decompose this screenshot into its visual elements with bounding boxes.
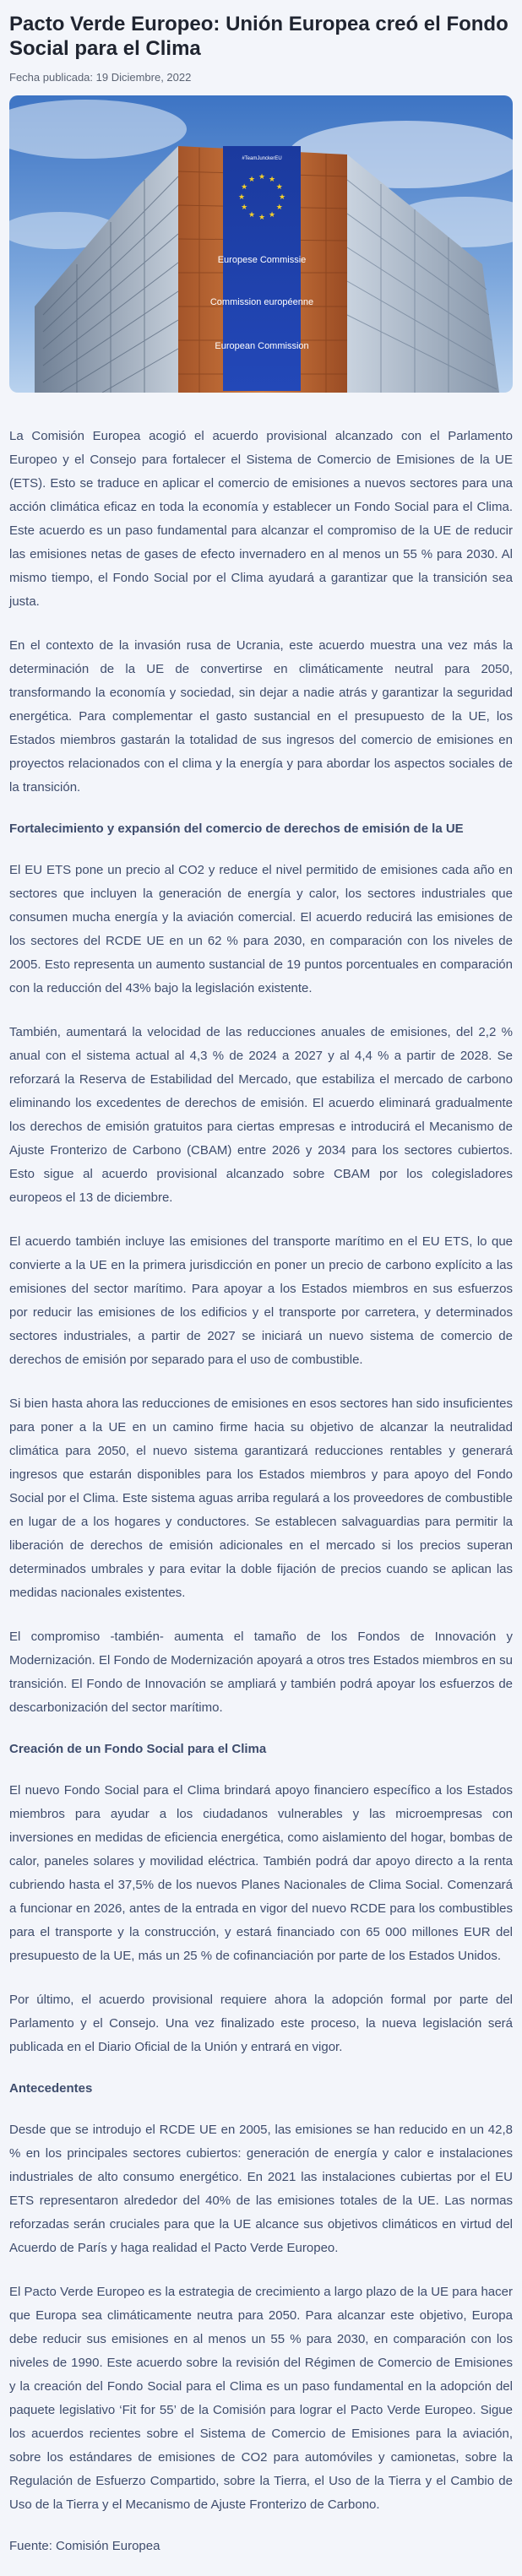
banner-line-fr: Commission européenne	[209, 297, 314, 307]
paragraph: El acuerdo también incluye las emisiones del transporte marítimo en el EU ETS, lo que convierte a la UE en la primera jurisdicción en poner un precio de carbono explícito a las emisiones del sector marítimo. Para apoyar a los Estados miembros en sus esfuerzos por reducir las emisiones de los edificios y el transporte por carretera, y determinados sectores industriales, a partir de 2027 se iniciará un nuevo sistema de comercio de derechos de emisión por separado para el uso de combustible.	[9, 1234, 513, 1367]
star-icon: ★	[241, 203, 248, 212]
section-heading: Creación de un Fondo Social para el Clima	[9, 1742, 267, 1756]
hero-image	[9, 95, 513, 393]
paragraph: El EU ETS pone un precio al CO2 y reduce el nivel permitido de emisiones cada año en sectores que incluyen la generación de energía y calor, los sectores industriales que consumen mucha energía y la aviación comercial. El acuerdo reducirá las emisiones de los sectores del RCDE UE en un 62 % para 2030, en comparación con los niveles de 2005. Esto representa un aumento sustancial de 19 puntos porcentuales en comparación con la reducción del 43% bajo la legislación existente.	[9, 863, 513, 995]
article-title: Pacto Verde Europeo: Unión Europea creó el Fondo Social para el Clima	[9, 13, 508, 60]
banner-hashtag: #TeamJunckerEU	[242, 156, 282, 161]
star-icon: ★	[275, 183, 283, 192]
section-social-fund	[9, 1740, 513, 2059]
paragraph: El Pacto Verde Europeo es la estrategia de crecimiento a largo plazo de la UE para hacer que Europa sea climáticamente neutra para 2050. Para alcanzar este objetivo, Europa debe reducir sus emisiones en al menos un 55 % para 2030, en comparación con los niveles de 1990. Este acuerdo sobre la revisión del Régimen de Comercio de Emisiones y la creación del Fondo Social para el Clima es un paso fundamental en la adopción del paquete legislativo ‘Fit for 55’ de la Comisión para lograr el Pacto Verde Europeo. Sigue los acuerdos recientes sobre el Sistema de Comercio de Emisiones para la aviación, sobre los estándares de emisiones de CO2 para automóviles y camionetas, sobre la Regulación de Esfuerzo Compartido, sobre la Tierra, el Uso de la Tierra y el Cambio de Uso de la Tierra y el Mecanismo de Ajuste Fronterizo de Carbono.	[9, 2285, 513, 2512]
section-heading: Fortalecimiento y expansión del comercio de derechos de emisión de la UE	[9, 822, 464, 836]
star-icon: ★	[247, 176, 256, 185]
star-icon: ★	[237, 193, 246, 202]
paragraph: El nuevo Fondo Social para el Clima brindará apoyo financiero específico a los Estados miembros para ayudar a los ciudadanos vulnerables y las microempresas con inversiones en medidas de eficiencia energética, como aislamiento del hogar, bombas de calor, paneles solares y movilidad eléctrica. También podrá dar apoyo directo a la renta cubriendo hasta el 37,5% de los nuevos Planes Nacionales de Clima Social. Comenzará a funcionar en 2026, antes de la entrada en vigor del nuevo RCDE para los combustibles para el transporte y la construcción, y estará financiado con 65 000 millones EUR del presupuesto de la UE, más un 25 % de cofinanciación por parte de los Estados Unidos.	[9, 1783, 513, 1963]
star-icon: ★	[268, 176, 276, 185]
star-icon: ★	[258, 214, 266, 222]
banner-line-nl: Europese Commissie	[217, 255, 307, 265]
paragraph: Si bien hasta ahora las reducciones de emisiones en esos sectores han sido insuficientes para poner a la UE en un camino firme hacia su objetivo de alcanzar la neutralidad climática para 2050, el nuevo sistema garantizará reducciones rentables y generará ingresos que estarán disponibles para los Estados miembros y para apoyo del Fondo Social por el Clima. Este sistema aguas arriba regulará a los proveedores de combustible en lugar de a los hogares y conductores. Se establecen salvaguardias para permitir la liberación de derechos de emisión adicionales en el mercado si los precios superan determinados umbrales y para evitar la doble fijación de precios cuando se aplican las medidas nacionales existentes.	[9, 1396, 513, 1600]
star-icon: ★	[275, 203, 283, 212]
source-credit: Fuente: Comisión Europea	[9, 2539, 160, 2553]
paragraph: Por último, el acuerdo provisional requiere ahora la adopción formal por parte del Parlamento y el Consejo. Una vez finalizado este proceso, la nueva legislación será publicada en el Diario Oficial de la Unión y entrará en vigor.	[9, 1993, 513, 2054]
section-heading: Antecedentes	[9, 2081, 93, 2096]
paragraph: También, aumentará la velocidad de las reducciones anuales de emisiones, del 2,2 % anual con el sistema actual al 4,3 % de 2024 a 2027 y al 4,4 % a partir de 2028. Se reforzará la Reserva de Estabilidad del Mercado, que estabiliza el mercado de carbono eliminando los excedentes de derechos de emisión. El acuerdo eliminará gradualmente los derechos de emisión gratuitos para ciertas empresas e introducirá el Mecanismo de Ajuste Fronterizo de Carbono (CBAM) entre 2026 y 2034 para los sectores cubiertos. Esto sigue al acuerdo provisional alcanzado sobre CBAM por los colegisladores europeos el 13 de diciembre.	[9, 1025, 513, 1205]
paragraph: La Comisión Europea acogió el acuerdo provisional alcanzado con el Parlamento Europeo y el Consejo para fortalecer el Sistema de Comercio de Emisiones de la UE (ETS). Esto se traduce en aplicar el comercio de emisiones a nuevos sectores para una acción climática eficaz en toda la economía y establecer un Fondo Social para el Clima. Este acuerdo es un paso fundamental para alcanzar el compromiso de la UE de reducir las emisiones netas de gases de efecto invernadero en al menos un 55 % para 2030. Al mismo tiempo, el Fondo Social por el Clima ayudará a garantizar que la transición sea justa.	[9, 429, 513, 609]
paragraph: Desde que se introdujo el RCDE UE en 2005, las emisiones se han reducido en un 42,8 % en los principales sectores cubiertos: generación de energía y calor e instalaciones industriales de alto consumo energético. En 2021 las instalaciones cubiertas por el EU ETS representaron alrededor del 40% de las emisiones totales de la UE. Las normas reforzadas serán cruciales para que la UE alcance sus objetivos climáticos en virtud del Acuerdo de París y haga realidad el Pacto Verde Europeo.	[9, 2123, 513, 2255]
section-background	[9, 2080, 513, 2517]
star-icon: ★	[247, 210, 256, 220]
section-ets	[9, 820, 513, 1720]
publish-date: Fecha publicada: 19 Diciembre, 2022	[9, 71, 192, 84]
intro-section	[9, 425, 513, 800]
paragraph: En el contexto de la invasión rusa de Ucrania, este acuerdo muestra una vez más la determinación de la UE de convertirse en climáticamente neutral para 2050, transformando la economía y sociedad, sin dejar a nadie atrás y garantizar la seguridad energética. Para complementar el gasto sustancial en el presupuesto de la UE, los Estados miembros gastarán la totalidad de sus ingresos del comercio de emisiones en proyectos relacionados con el clima y la energía y para abordar los aspectos sociales de la transición.	[9, 638, 513, 794]
banner-line-en: European Commission	[215, 341, 309, 351]
star-icon: ★	[278, 193, 286, 202]
star-icon: ★	[258, 173, 266, 182]
star-icon: ★	[241, 183, 248, 192]
paragraph: El compromiso -también- aumenta el tamaño de los Fondos de Innovación y Modernización. El Fondo de Modernización apoyará a otros tres Estados miembros en su transición. El Fondo de Innovación se ampliará y también podrá apoyar los esfuerzos de descarbonización del sector marítimo.	[9, 1630, 513, 1715]
star-icon: ★	[268, 210, 276, 220]
